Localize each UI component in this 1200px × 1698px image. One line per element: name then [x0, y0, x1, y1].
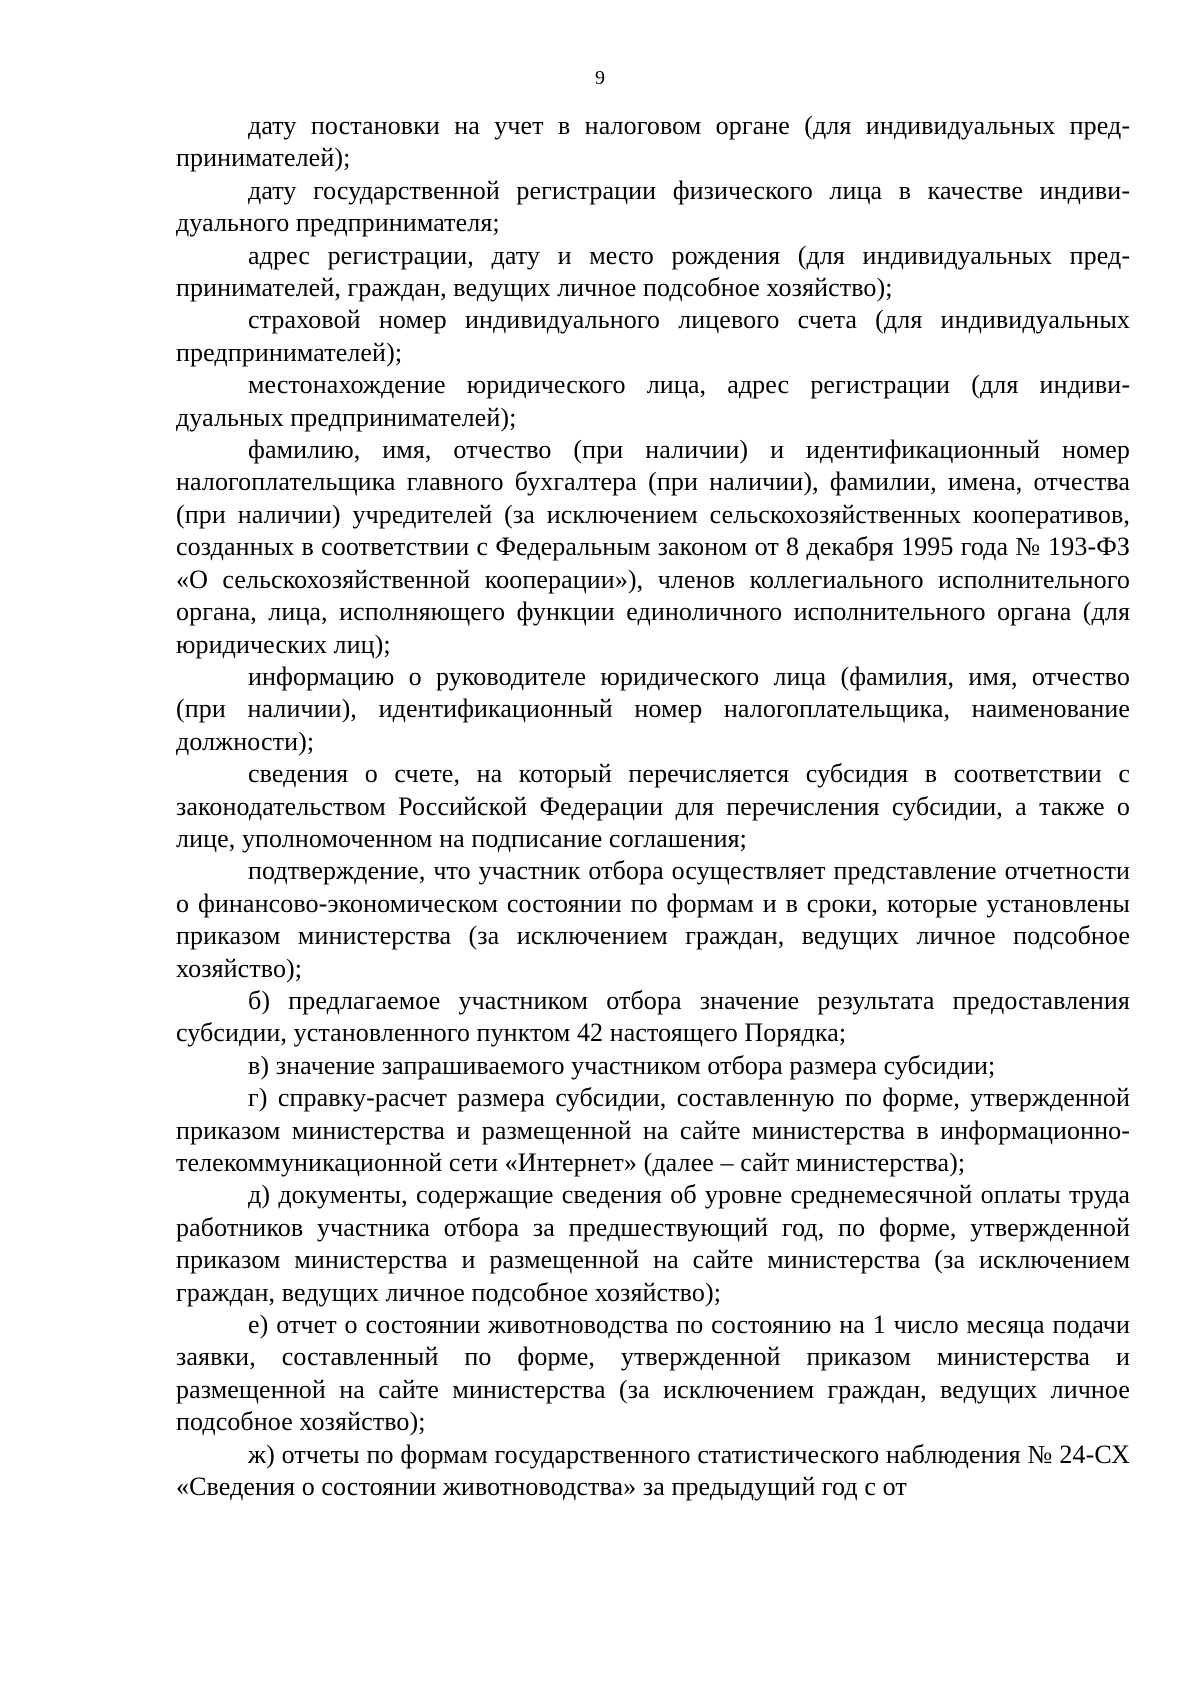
paragraph-item-d: д) документы, содержащие сведения об уровне среднемесячной оплаты труда работников участника отбора за предшествующий год, по форме, утвержденной приказом министерства и размещенной на сайте министерства (за исключением граждан, ведущих личное подсобное хозяйство); — [176, 1180, 1130, 1307]
paragraph-item-v: в) значение запрашиваемого участником отбора размера субсидии; — [248, 1050, 996, 1080]
paragraph-chief-accountant-founders: фамилию, имя, отчество (при наличии) и идентификационный номер налогоплательщика главного бухгалтера (при наличии), фамилии, имена, отчества (при наличии) учредителей (за исключением сельскохозяйственных кооперативов, созданных в соответствии с Федеральным законом от 8 декабря 1995 года № 193-ФЗ «О сельскохозяйственной кооперации»), членов коллегиального исполнительного органа, лица, исполняющего функции единоличного исполнительного органа (для юридических лиц); — [176, 435, 1130, 659]
paragraph-bank-account: сведения о счете, на который перечисляется субсидия в соответствии с законодательством Российской Федерации для перечисления субсидии, а также о лице, уполномоченном на подписание соглашения; — [176, 759, 1130, 853]
page-number: 9 — [595, 67, 605, 89]
paragraph-head-information: информацию о руководителе юридического лица (фамилия, имя, отчество (при наличии), идентификационный номер налогоплательщика, наименование должности); — [176, 661, 1130, 756]
paragraph-tax-registration-date: дату постановки на учет в налоговом органе (для индивидуальных предпринимателей); — [176, 111, 1130, 173]
paragraph-item-b: б) предлагаемое участником отбора значение результата предоставления субсидии, установленного пунктом 42 настоящего Порядка; — [176, 985, 1130, 1048]
paragraph-legal-entity-location: местонахождение юридического лица, адрес регистрации (для индивидуальных предпринимателей); — [176, 370, 1130, 432]
paragraph-item-g: г) справку-расчет размера субсидии, составленную по форме, утвержденной приказом министерства и размещенной на сайте министерства в информационно-телекоммуникационной сети «Интернет» (далее – сайт министерства); — [176, 1083, 1130, 1177]
paragraph-registration-address: адрес регистрации, дату и место рождения (для индивидуальных предпринимателей, граждан, ведущих личное подсобное хозяйство); — [176, 240, 1130, 303]
paragraph-state-registration-date: дату государственной регистрации физического лица в качестве индивидуального предпринимателя; — [176, 175, 1130, 238]
paragraph-item-e: е) отчет о состоянии животноводства по состоянию на 1 число месяца подачи заявки, составленный по форме, утвержденной приказом министерства и размещенной на сайте министерства (за исключением граждан, ведущих личное подсобное хозяйство); — [176, 1310, 1130, 1437]
document-body — [176, 110, 1130, 1503]
paragraph-reporting-confirmation: подтверждение, что участник отбора осуществляет представление отчетности о финансово-экономическом состоянии по формам и в сроки, которые установлены приказом министерства (за исключением граждан, ведущих личное подсобное хозяйство); — [176, 856, 1130, 983]
paragraph-insurance-number: страховой номер индивидуального лицевого счета (для индивидуальных предпринимателей); — [176, 305, 1130, 367]
paragraph-item-zh: ж) отчеты по формам государственного статистического наблюдения № 24-СХ «Сведения о состоянии животноводства» за предыдущий год с от — [176, 1439, 1130, 1502]
